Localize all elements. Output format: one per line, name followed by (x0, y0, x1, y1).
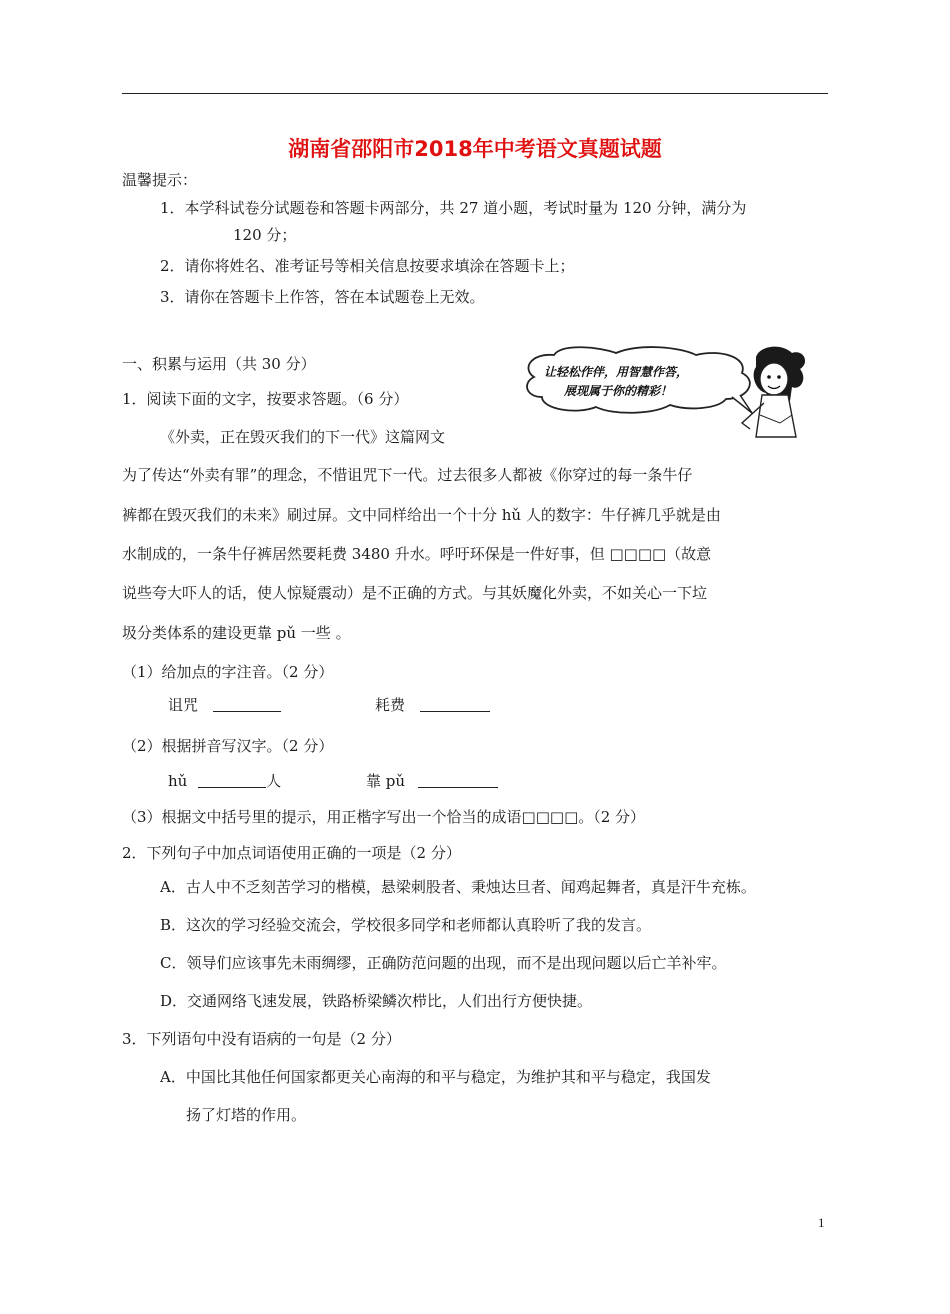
question-2-stem: 2．下列句子中加点词语使用正确的一项是（2 分） (122, 844, 461, 862)
q1-sub1-answer-b (375, 698, 490, 713)
q1-passage-line-6: 圾分类体系的建设更靠 pǔ 一些 。 (122, 624, 351, 642)
question-3-stem: 3．下列语句中没有语病的一句是（2 分） (122, 1030, 401, 1048)
tip-item-3: 3．请你在答题卡上作答，答在本试题卷上无效。 (160, 288, 485, 306)
question-1-stem: 1．阅读下面的文字，按要求答题。（6 分） (122, 390, 409, 408)
q1-sub2-label: （2）根据拼音写汉字。（2 分） (122, 737, 334, 755)
tips-heading: 温馨提示： (122, 171, 198, 189)
answer-blank[interactable] (418, 774, 498, 788)
q1-passage-line-5: 说些夸大吓人的话，使人惊疑震动）是不正确的方式。与其妖魔化外卖，不如关心一下垃 (122, 584, 708, 602)
cartoon-girl-icon (520, 345, 810, 440)
cartoon-illustration (520, 345, 810, 440)
section-heading: 一、积累与运用（共 30 分） (122, 355, 316, 373)
tip-item-1-continued: 120 分； (233, 226, 297, 244)
q1-sub1-label: （1）给加点的字注音。（2 分） (122, 663, 334, 681)
page-title: 湖南省邵阳市2018年中考语文真题试题 (288, 137, 662, 161)
q2-option-a: A．古人中不乏刻苦学习的楷模，悬梁刺股者、秉烛达旦者、闻鸡起舞者，真是汗牛充栋。 (160, 878, 756, 896)
tip-item-1: 1．本学科试卷分试题卷和答题卡两部分，共 27 道小题，考试时量为 120 分钟，满分为 (160, 199, 747, 217)
q1-sub1-word-b: 耗费 (375, 696, 406, 714)
answer-blank[interactable] (213, 698, 281, 712)
page-number: 1 (818, 1215, 825, 1230)
cartoon-text-line-2: 展现属于你的精彩！ (564, 384, 673, 398)
q1-sub2-answer-a (168, 774, 281, 789)
q3-option-a-line-1: A．中国比其他任何国家都更关心南海的和平与稳定，为维护其和平与稳定，我国发 (160, 1068, 711, 1086)
q1-passage-line-1: 《外卖，正在毁灭我们的下一代》这篇网文 (160, 428, 446, 446)
q1-passage-line-2: 为了传达“外卖有罪”的理念，不惜诅咒下一代。过去很多人都被《你穿过的每一条牛仔 (122, 466, 693, 484)
q1-sub1-answer-a (168, 698, 281, 713)
q1-passage-line-3: 裤都在毁灭我们的未来》刷过屏。文中同样给出一个十分 hǔ 人的数字：牛仔裤几乎就是由 (122, 506, 721, 524)
q1-sub3-label: （3）根据文中括号里的提示，用正楷字写出一个恰当的成语□□□□。（2 分） (122, 808, 646, 826)
q1-sub2-answer-b (366, 774, 498, 789)
q1-sub2-pinyin-a: hǔ (168, 772, 188, 790)
header-rule (122, 93, 828, 94)
q3-option-a-line-2: 扬了灯塔的作用。 (186, 1106, 307, 1124)
q1-sub2-word-b: 靠 pǔ (366, 772, 406, 790)
q2-option-c: C．领导们应该事先未雨绸缪，正确防范问题的出现，而不是出现问题以后亡羊补牢。 (160, 954, 727, 972)
q1-sub2-suffix-a: 人 (266, 772, 282, 790)
q2-option-d: D．交通网络飞速发展，铁路桥梁鳞次栉比，人们出行方便快捷。 (160, 992, 593, 1010)
answer-blank[interactable] (198, 774, 266, 788)
q2-option-b: B．这次的学习经验交流会，学校很多同学和老师都认真聆听了我的发言。 (160, 916, 652, 934)
tip-item-2: 2．请你将姓名、准考证号等相关信息按要求填涂在答题卡上； (160, 257, 575, 275)
q1-passage-line-4: 水制成的，一条牛仔裤居然要耗费 3480 升水。呼吁环保是一件好事，但 □□□□（故意 (122, 545, 712, 563)
answer-blank[interactable] (420, 698, 490, 712)
q1-sub1-word-a: 诅咒 (168, 696, 199, 714)
cartoon-text-line-1: 让轻松作伴，用智慧作答， (544, 365, 689, 379)
